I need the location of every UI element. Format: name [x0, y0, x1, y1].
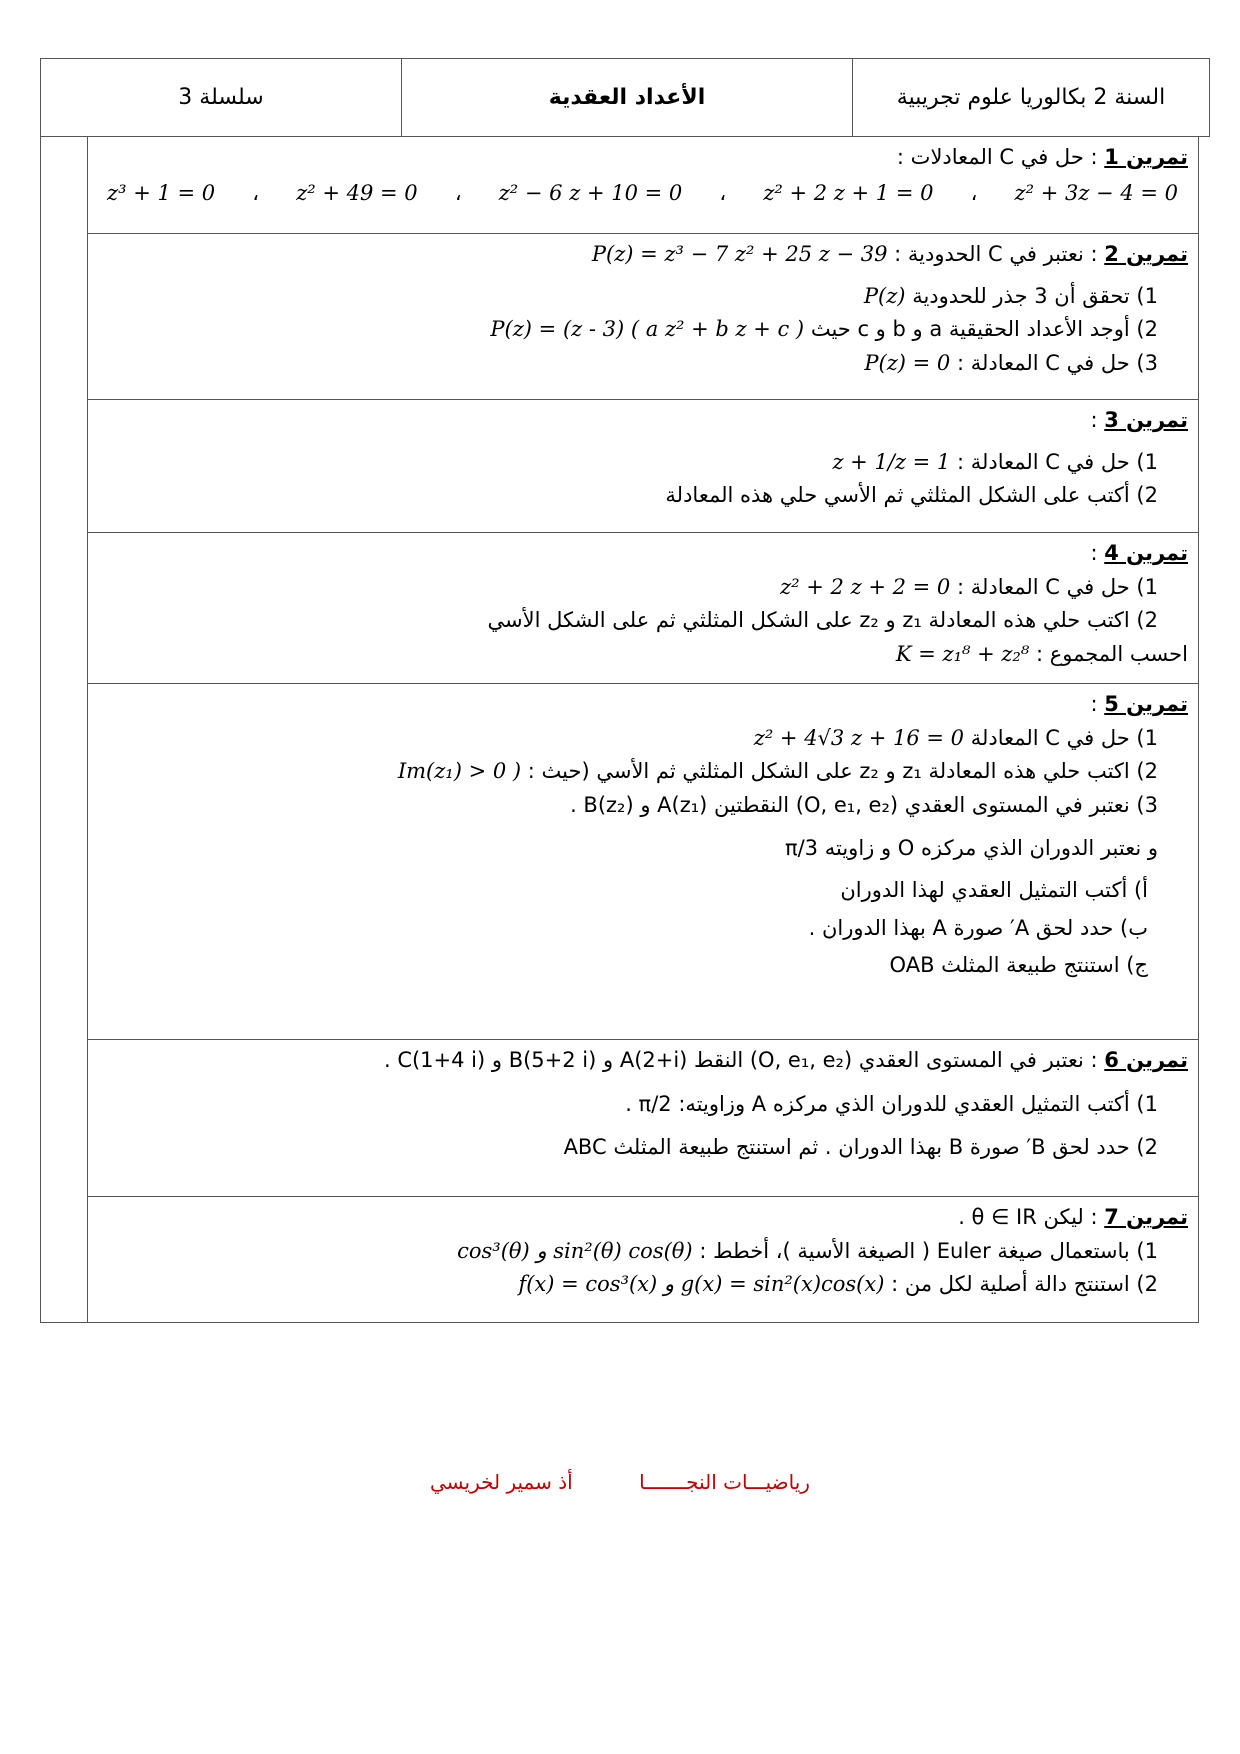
- footer: [0, 1470, 1240, 1494]
- exercise-7: [87, 1197, 1198, 1322]
- polynomial: P(z) = z³ − 7 z² + 25 z − 39: [591, 242, 888, 266]
- exercise-3-intro: :: [1090, 408, 1105, 432]
- ex4-question-1: 1) حل في C المعادلة :: [956, 574, 1158, 599]
- ex5-rotation-statement: و نعتبر الدوران الذي مركزه O و زاويته π/3: [784, 836, 1158, 861]
- exercise-4-title: تمرين 4: [1104, 541, 1188, 565]
- exercise-1: [87, 137, 1198, 234]
- exercise-1-equations: [97, 175, 1188, 213]
- ex2-question-2: 2) أوجد الأعداد الحقيقية a و b و c حيث: [810, 317, 1158, 342]
- ex5-question-1: 1) حل في C المعادلة: [970, 725, 1158, 750]
- ex7-question-1: 1) باستعمال صيغة Euler ( الصيغة الأسية )، أخطط :: [699, 1238, 1158, 1263]
- ex6-question-2: 2) حدد لحق B′ صورة B بهذا الدوران . ثم استنتج طبيعة المثلث ABC: [563, 1135, 1158, 1160]
- ex2-q2-math: P(z) = (z - 3) ( a z² + b z + c ): [490, 317, 805, 342]
- exercise-2-intro: : نعتبر في C الحدودية :: [894, 242, 1105, 266]
- ex7-q1-math: cos³(θ) و sin²(θ) cos(θ): [457, 1238, 693, 1263]
- equation-5: z³ + 1 = 0: [107, 180, 216, 205]
- ex5-question-2: 2) اكتب حلي هذه المعادلة z₁ و z₂ على الشكل المثلثي ثم الأسي (حيث :: [527, 759, 1158, 784]
- ex3-question-1: 1) حل في C المعادلة :: [956, 449, 1158, 474]
- equation-1: z² + 3z − 4 = 0: [1014, 180, 1178, 205]
- separator: ،: [252, 180, 260, 205]
- separator: ،: [719, 180, 727, 205]
- exercise-7-title: تمرين 7: [1104, 1205, 1188, 1229]
- ex3-q1-math: z + 1/z = 1: [832, 449, 951, 474]
- exercise-3-title: تمرين 3: [1104, 408, 1188, 432]
- left-margin-column: [41, 137, 88, 1322]
- ex5-part-a: أ) أكتب التمثيل العقدي لهذا الدوران: [840, 877, 1148, 902]
- ex5-part-b: ب) حدد لحق A′ صورة A بهذا الدوران .: [808, 915, 1148, 940]
- equation-4: z² + 49 = 0: [296, 180, 418, 205]
- ex4-question-2: 2) اكتب حلي هذه المعادلة z₁ و z₂ على الشكل المثلثي ثم على الشكل الأسي: [487, 608, 1158, 633]
- worksheet: [40, 58, 1200, 1323]
- header-table: [40, 58, 1210, 137]
- ex6-question-1: 1) أكتب التمثيل العقدي للدوران الذي مركزه A وزاويته: π/2 .: [625, 1091, 1158, 1116]
- exercise-2-title: تمرين 2: [1104, 242, 1188, 266]
- exercise-1-title: تمرين 1: [1104, 145, 1188, 169]
- ex5-part-c: ج) استنتج طبيعة المثلث OAB: [889, 953, 1148, 978]
- exercise-2: [87, 234, 1198, 400]
- exercise-4: [87, 533, 1198, 684]
- series-cell: سلسلة 3: [41, 59, 402, 137]
- footer-author: أذ سمير لخريسي: [430, 1470, 573, 1494]
- equation-3: z² − 6 z + 10 = 0: [498, 180, 683, 205]
- topic-cell: الأعداد العقدية: [402, 59, 853, 137]
- ex2-question-1: 1) تحقق أن 3 جذر للحدودية: [912, 283, 1158, 308]
- exercise-5: [87, 684, 1198, 1040]
- ex4-q1-math: z² + 2 z + 2 = 0: [780, 574, 951, 599]
- ex2-question-3: 3) حل في C المعادلة :: [956, 350, 1158, 375]
- ex4-q3-math: K = z₁⁸ + z₂⁸: [895, 641, 1030, 666]
- ex3-question-2: 2) أكتب على الشكل المثلثي ثم الأسي حلي هذه المعادلة: [665, 483, 1158, 508]
- ex7-question-2: 2) استنتج دالة أصلية لكل من :: [891, 1272, 1158, 1297]
- exercise-1-intro: : حل في C المعادلات :: [896, 145, 1105, 169]
- exercise-6-title: تمرين 6: [1104, 1048, 1188, 1072]
- ex5-q2-math: Im(z₁) > 0 ): [397, 759, 522, 784]
- ex4-question-3: احسب المجموع :: [1035, 641, 1188, 666]
- footer-site: رياضيـــات النجـــــــا: [639, 1470, 810, 1494]
- exercise-5-intro: :: [1090, 692, 1105, 716]
- ex2-q1-math: P(z): [863, 283, 906, 308]
- exercise-7-intro: : ليكن θ ∈ IR .: [958, 1205, 1105, 1229]
- separator: ،: [970, 180, 978, 205]
- ex5-question-3: 3) نعتبر في المستوى العقدي (O, e₁, e₂) النقطتين A(z₁) و B(z₂) .: [570, 792, 1158, 817]
- level-cell: السنة 2 بكالوريا علوم تجريبية: [853, 59, 1210, 137]
- exercises-body: [40, 137, 1199, 1323]
- ex2-q3-math: P(z) = 0: [864, 350, 951, 375]
- exercise-3: [87, 400, 1198, 533]
- exercise-6-intro: : نعتبر في المستوى العقدي (O, e₁, e₂) النقط A(2+i) و B(5+2 i) و C(1+4 i) .: [383, 1048, 1105, 1072]
- ex5-q1-math: z² + 4√3 z + 16 = 0: [753, 725, 965, 750]
- exercise-4-intro: :: [1090, 541, 1105, 565]
- exercise-5-title: تمرين 5: [1104, 692, 1188, 716]
- separator: ،: [454, 180, 462, 205]
- equation-2: z² + 2 z + 1 = 0: [763, 180, 934, 205]
- ex7-q2-math: f(x) = cos³(x) و g(x) = sin²(x)cos(x): [518, 1272, 885, 1297]
- exercise-6: [87, 1040, 1198, 1197]
